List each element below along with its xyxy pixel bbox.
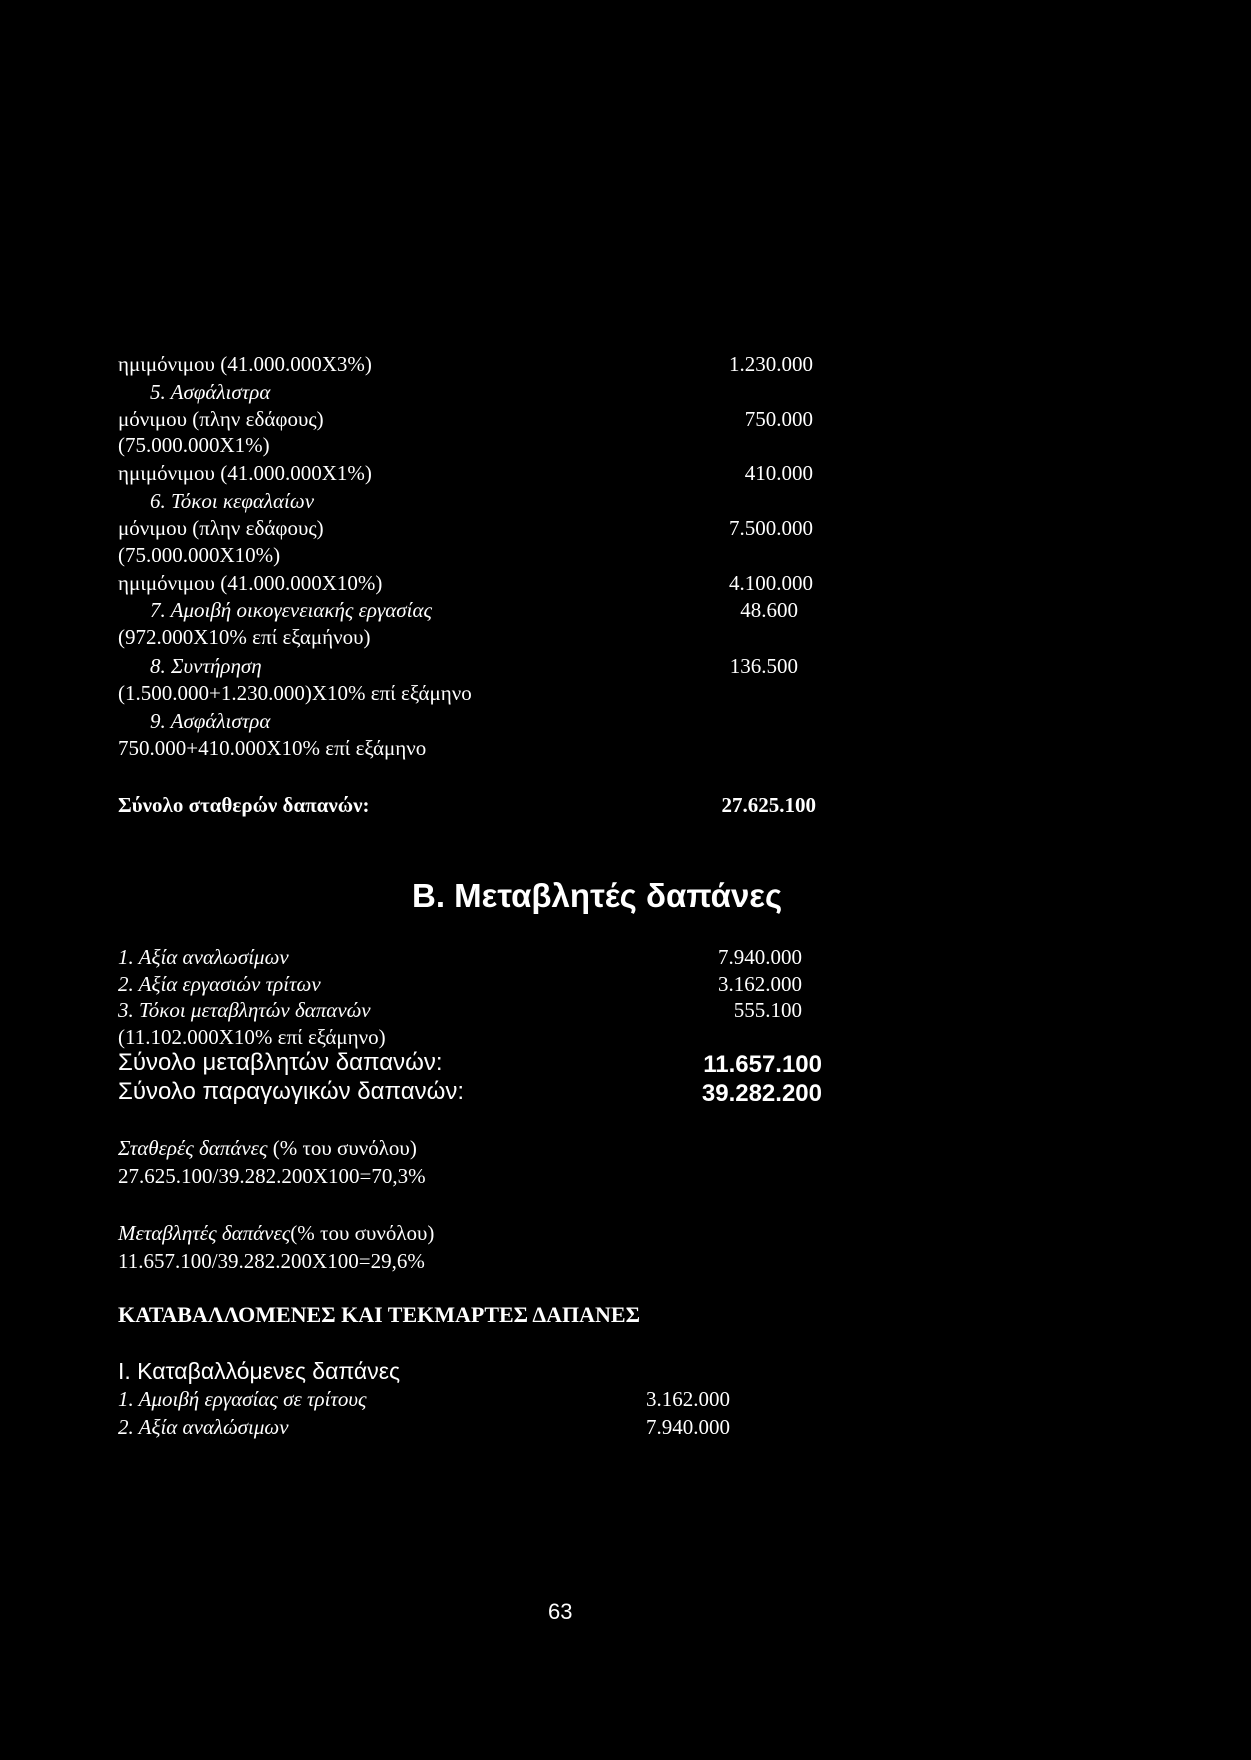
variable-row-value: 7.940.000 (718, 945, 802, 969)
fixed-row-label: 9. Ασφάλιστρα (150, 709, 271, 733)
production-total-label: Σύνολο παραγωγικών δαπανών: (118, 1078, 465, 1105)
fixed-total-value: 27.625.100 (721, 793, 816, 817)
fixed-total-label: Σύνολο σταθερών δαπανών: (118, 793, 370, 817)
variable-ratio-label-rest: (% του συνόλου) (290, 1221, 435, 1245)
paid-row-value: 7.940.000 (646, 1415, 730, 1439)
fixed-row-label: 750.000+410.000Χ10% επί εξάμηνο (118, 736, 427, 760)
variable-total-label: Σύνολο μεταβλητών δαπανών: (118, 1049, 443, 1076)
fixed-row-label: (75.000.000Χ10%) (118, 543, 281, 567)
fixed-row-label: 6. Τόκοι κεφαλαίων (150, 489, 315, 513)
page-number: 63 (548, 1599, 573, 1624)
fixed-row-label: μόνιμου (πλην εδάφους) (118, 516, 324, 540)
variable-row-label: 2. Αξία εργασιών τρίτων (118, 972, 321, 996)
fixed-row-value: 4.100.000 (729, 571, 813, 595)
paid-row-label: 1. Αμοιβή εργασίας σε τρίτους (118, 1387, 367, 1411)
variable-row-value: 3.162.000 (718, 972, 802, 996)
fixed-row-value: 136.500 (729, 654, 798, 678)
fixed-row-label: (972.000Χ10% επί εξαμήνου) (118, 625, 371, 649)
paid-row-value: 3.162.000 (646, 1387, 730, 1411)
fixed-row-value: 410.000 (744, 461, 813, 485)
fixed-row-label: 7. Αμοιβή οικογενειακής εργασίας (150, 598, 433, 622)
variable-total-value: 11.657.100 (703, 1051, 822, 1078)
variable-ratio-label (118, 1220, 434, 1246)
variable-row-value: 555.100 (733, 998, 802, 1022)
fixed-row-value: 7.500.000 (729, 516, 813, 540)
variable-row-label: 1. Αξία αναλωσίμων (118, 945, 289, 969)
variable-ratio-label-italic: Μεταβλητές δαπάνες (118, 1221, 291, 1245)
fixed-row-label: μόνιμου (πλην εδάφους) (118, 407, 324, 431)
fixed-row-value: 750.000 (744, 407, 813, 431)
variable-row-label: (11.102.000Χ10% επί εξάμηνο) (118, 1025, 386, 1049)
fixed-row-label: ημιμόνιμου (41.000.000Χ3%) (118, 352, 372, 376)
variable-ratio-calc: 11.657.100/39.282.200Χ100=29,6% (118, 1249, 425, 1273)
paid-row-label: 2. Αξία αναλώσιμων (118, 1415, 289, 1439)
fixed-row-label: (75.000.000Χ1%) (118, 433, 270, 457)
paid-heading: ΚΑΤΑΒΑΛΛΟΜΕΝΕΣ ΚΑΙ ΤΕΚΜΑΡΤΕΣ ΔΑΠΑΝΕΣ (118, 1302, 640, 1327)
fixed-row-label: (1.500.000+1.230.000)Χ10% επί εξάμηνο (118, 681, 472, 705)
fixed-ratio-calc: 27.625.100/39.282.200Χ100=70,3% (118, 1164, 426, 1188)
production-total-value: 39.282.200 (701, 1080, 822, 1107)
fixed-ratio-label-italic: Σταθερές δαπάνες (118, 1136, 268, 1160)
fixed-row-label: 5. Ασφάλιστρα (150, 380, 271, 404)
fixed-row-label: ημιμόνιμου (41.000.000Χ1%) (118, 461, 372, 485)
fixed-ratio-label-rest: (% του συνόλου) (267, 1136, 417, 1160)
variable-heading: Β. Μεταβλητές δαπάνες (412, 877, 783, 914)
paid-subheading: I. Καταβαλλόμενες δαπάνες (118, 1358, 401, 1384)
fixed-row-value: 1.230.000 (729, 352, 813, 376)
fixed-row-label: 8. Συντήρηση (150, 654, 262, 678)
fixed-ratio-label (118, 1135, 417, 1161)
fixed-row-label: ημιμόνιμου (41.000.000Χ10%) (118, 571, 383, 595)
variable-row-label: 3. Τόκοι μεταβλητών δαπανών (118, 998, 371, 1022)
fixed-row-value: 48.600 (740, 598, 798, 622)
